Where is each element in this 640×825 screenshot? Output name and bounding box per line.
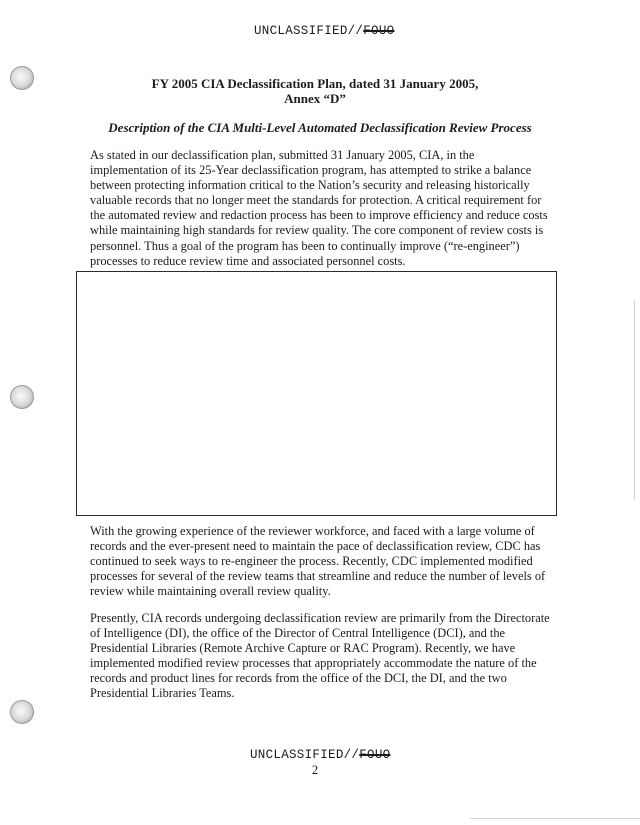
header-marking-struck: FOUO bbox=[363, 24, 395, 38]
footer-classification-marking bbox=[250, 748, 390, 762]
scan-edge-bottom bbox=[470, 818, 640, 819]
footer-marking-prefix: UNCLASSIFIED// bbox=[250, 748, 360, 762]
binder-hole-bottom bbox=[10, 700, 34, 724]
header-marking-prefix: UNCLASSIFIED// bbox=[254, 24, 364, 38]
page-number: 2 bbox=[311, 763, 319, 777]
footer-marking-struck: FOUO bbox=[359, 748, 391, 762]
document-subtitle: Description of the CIA Multi-Level Automated Declassification Review Process bbox=[108, 120, 532, 135]
title-line-2: Annex “D” bbox=[284, 91, 346, 106]
header-classification-marking bbox=[254, 24, 394, 38]
document-title bbox=[100, 76, 530, 106]
title-line-1: FY 2005 CIA Declassification Plan, dated 31 January 2005, bbox=[151, 76, 479, 91]
paragraph-intro: As stated in our declassification plan, submitted 31 January 2005, CIA, in the implementation of its 25-Year declassification program, has attempted to strike a balance between protecting information critical to the Nation’s security and releasing historically valuable records that no longer meet the standards for protection. A critical requirement for the automated review and redaction process has been to improve efficiency and reduce costs while maintaining high standards for review quality. The core component of review costs is personnel. Thus a goal of the program has been to continually improve (“re-engineer”) processes to reduce review time and associated personnel costs. bbox=[90, 148, 548, 268]
figure-placeholder-box bbox=[76, 271, 557, 516]
scan-edge-right bbox=[634, 300, 635, 500]
binder-hole-middle bbox=[10, 385, 34, 409]
paragraph-records: Presently, CIA records undergoing declassification review are primarily from the Directorate of Intelligence (DI), the office of the Director of Central Intelligence (DCI), and the Presidential Libraries (Remote Archive Capture or RAC Program). Recently, we have implemented modified review processes that appropriately accommodate the nature of the records and product lines for records from the office of the DCI, the DI, and the two Presidential Libraries Teams. bbox=[90, 611, 550, 701]
binder-hole-top bbox=[10, 66, 34, 90]
paragraph-workforce: With the growing experience of the reviewer workforce, and faced with a large volume of records and the ever-present need to maintain the pace of declassification review, CDC has continued to seek ways to re-engineer the process. Recently, CDC implemented modified processes for several of the review teams that streamline and reduce the number of levels of review while maintaining overall review quality. bbox=[90, 524, 546, 599]
